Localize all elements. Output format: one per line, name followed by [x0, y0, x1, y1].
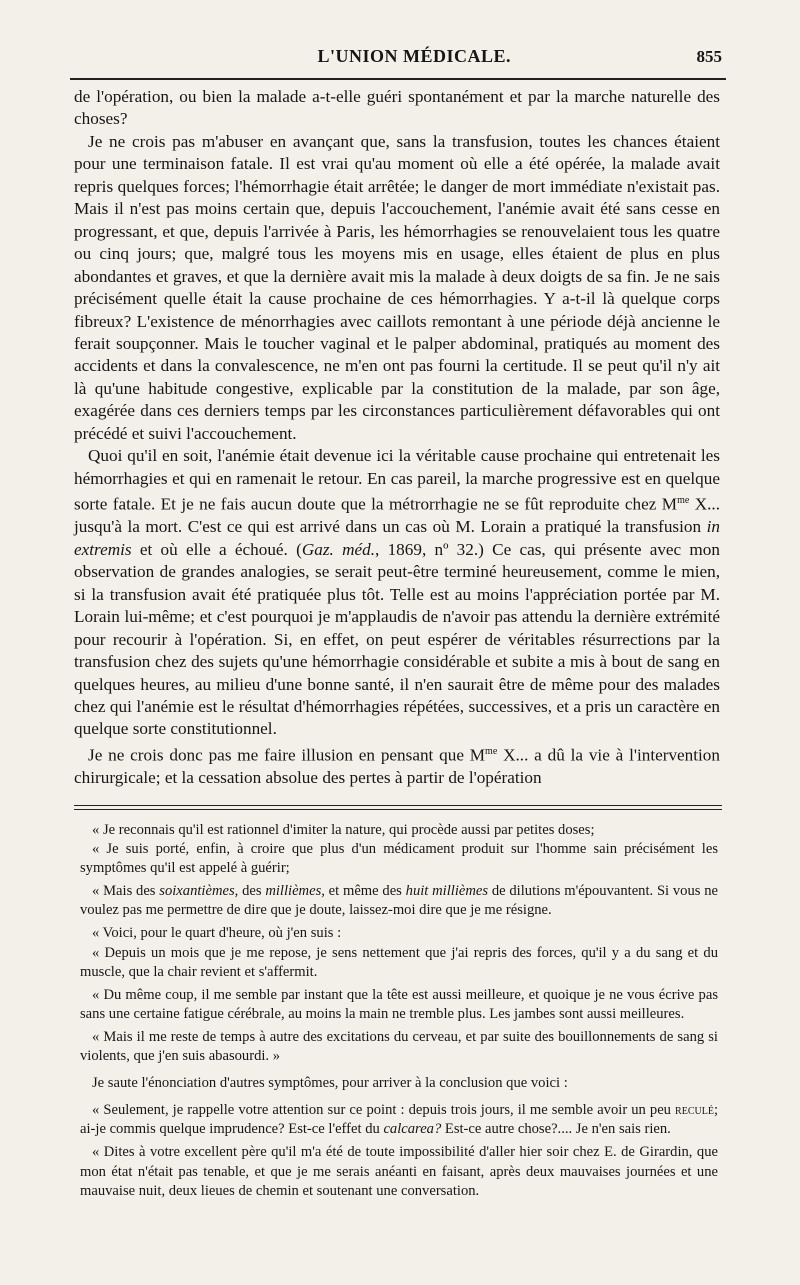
paragraph-4	[74, 741, 720, 790]
note-10: « Dites à votre excellent père qu'il m'a été de toute impossibilité d'aller hier soir chez E. de Girardin, que mon état n'était pas tenable, et que je me serais anéanti en faisant, après deux mauvaises journées et une mauvaise nuit, deux lieues de chemin et soutenant une conversation.	[80, 1144, 718, 1199]
note-8: Je saute l'énonciation d'autres symptômes, pour arriver à la conclusion que voici :	[92, 1075, 568, 1092]
section-rule	[74, 805, 722, 810]
p3-text-b: X... jusqu'à la mort. C'est ce qui est arrivé dans un cas où M. Lorain a pratiqué la transfusion	[74, 494, 720, 537]
note-9-em: calcarea?	[383, 1121, 442, 1138]
note-3	[80, 882, 718, 920]
note-5: « Depuis un mois que je me repose, je sens nettement que j'ai repris des forces, qu'il y a du sang et du muscle, que la chair revient et s'affermit.	[80, 944, 718, 980]
main-text	[74, 86, 720, 790]
note-3-em-2: millièmes	[265, 883, 322, 900]
note-6: « Du même coup, il me semble par instant que la tête est aussi meilleure, et quoique je ne vous écrive pas sans une certaine fatigue cérébrale, au moins la main ne tremble plus. Les jambes sont aussi meilleures.	[80, 986, 718, 1022]
p4-text-b: X... a dû la vie à l'intervention chirurgicale; et la cessation absolue des pertes à partir de l'opération	[74, 745, 720, 788]
paragraph-1: de l'opération, ou bien la malade a-t-elle guéri spontanément et par la marche naturelle des choses?	[74, 87, 720, 129]
note-9	[80, 1101, 718, 1139]
running-title: L'UNION MÉDICALE.	[317, 46, 512, 66]
note-3-text-c: , et même des	[321, 883, 406, 900]
p3-text-a: Quoi qu'il en soit, l'anémie était devenue ici la véritable cause prochaine qui entretenait les hémorrhagies et qui en ramenait le retour. En cas pareil, la marche progressive est en quelque sorte fatale. Et je ne fais aucun doute que la métrorrhagie ne se fût reproduite chez M	[74, 446, 720, 514]
note-2: « Je suis porté, enfin, à croire que plus d'un médicament produit sur l'homme sain précisément les symptômes qu'il est appelé à guérir;	[80, 841, 718, 877]
note-3-text-d: de dilutions m'épouvantent. Si vous ne voulez pas me permettre de dire que je doute, laissez-moi dire que je me résigne.	[80, 883, 719, 919]
note-9-smallcaps: reculé	[675, 1102, 714, 1119]
note-7: « Mais il me reste de temps à autre des excitations du cerveau, et par suite des bouillonnements de sang si violents, que j'en suis abasourdi. »	[80, 1028, 718, 1065]
p3-text-d: , 1869, nº 32.) Ce cas, qui présente avec mon observation de grandes analogies, se serait peut-être terminé heureusement, comme le mien, si la transfusion avait été pratiquée plus tôt. Telle est au moins l'appréciation portée par M. Lorain lui-même; et c'est pourquoi je m'applaudis de n'avoir pas attendu la dernière extrémité pour recourir à l'opération. Si, en effet, on peut espérer de véritables résurrections par la transfusion chez des sujets qu'une hémorrhagie considérable et subite a mis à bout de sang en quelques heures, au milieu d'une bonne santé, il n'en saurait être de même pour des malades chez qui l'anémie est le résultat d'hémorrhagies répétées, successives, et a pris un caractère en quelque sorte constitutionnel.	[74, 539, 720, 739]
p4-text-a: Je ne crois donc pas me faire illusion en pensant que M	[88, 745, 486, 765]
notes-section	[80, 821, 718, 1205]
note-4: « Voici, pour le quart d'heure, où j'en suis :	[92, 925, 342, 942]
p3-text-c: et où elle a échoué. (	[131, 539, 302, 559]
p3-sup: me	[677, 495, 690, 507]
paragraph-2: Je ne crois pas m'abuser en avançant que, sans la transfusion, toutes les chances étaient pour une terminaison fatale. Il est vrai qu'au moment où elle a été opérée, la malade avait repris quelques forces; l'hémorrhagie était arrêtée; le danger de mort immédiate n'existait pas. Mais il n'est pas moins certain que, depuis l'accouchement, l'anémie avait été sans cesse en progressant, et que, depuis l'arrivée à Paris, les hémorrhagies se renouvelaient tous les quatre ou cinq jours; que, malgré tous les moyens mis en usage, elles étaient de plus en plus abondantes et graves, et que la dernière avait mis la malade à deux doigts de sa fin. Je ne sais précisément quelle était la cause prochaine de ces hémorrhagies. Y a-t-il là quelque corps fibreux? L'existence de ménorrhagies avec caillots remontant à une période déjà ancienne le ferait soupçonner. Mais le toucher vaginal et le palper abdominal, pratiqués au moment des accidents et dans la convalescence, ne m'en ont pas fourni la certitude. Il se peut qu'il n'y ait là qu'une habitude congestive, explicable par la constitution de la malade, par son âge, exagérée dans ces derniers temps par les circonstances particulièrement défavorables qui ont précédé et suivi l'accouchement.	[74, 131, 720, 443]
note-9-text-c: Est-ce autre chose?.... Je n'en sais rien.	[441, 1121, 671, 1138]
p4-sup: me	[485, 745, 498, 757]
note-9-text-b: ; ai-je commis quelque imprudence? Est-ce l'effet du	[80, 1102, 718, 1138]
note-3-text-b: , des	[234, 883, 266, 900]
note-3-em-1: soixantièmes	[159, 883, 235, 900]
note-1: « Je reconnais qu'il est rationnel d'imiter la nature, qui procède aussi par petites doses;	[92, 822, 595, 838]
p3-emphasis-2: Gaz. méd.	[301, 539, 376, 559]
page-number: 855	[696, 47, 722, 66]
note-3-em-3: huit millièmes	[405, 883, 489, 900]
paragraph-3	[74, 445, 720, 741]
header-rule	[70, 78, 726, 80]
note-3-text-a: « Mais des	[92, 883, 160, 900]
p3-emphasis-1: in extremis	[74, 517, 720, 559]
note-9-text-a: « Seulement, je rappelle votre attention sur ce point : depuis trois jours, il me semble avoir un peu	[92, 1102, 676, 1119]
running-header	[72, 46, 722, 74]
